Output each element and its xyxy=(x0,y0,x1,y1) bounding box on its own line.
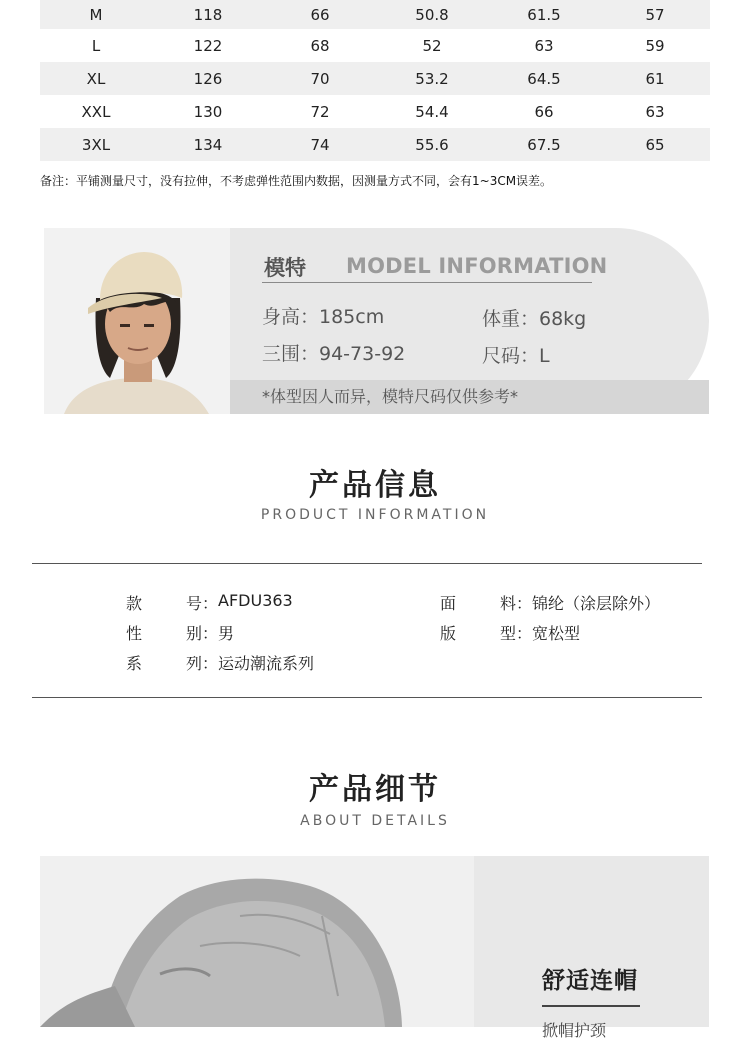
info-material: 面 料 ： 锦纶（涂层除外） xyxy=(440,591,660,614)
size-cell: XL xyxy=(86,69,106,88)
size-cell: 59 xyxy=(645,36,665,55)
size-cell: 66 xyxy=(534,102,554,121)
size-cell: 61.5 xyxy=(527,5,561,24)
table-row xyxy=(40,62,710,95)
table-row xyxy=(40,128,710,161)
product-info-subtitle: PRODUCT INFORMATION xyxy=(260,507,490,523)
size-cell: 70 xyxy=(310,69,330,88)
info-value: 运动潮流系列 xyxy=(218,654,315,673)
info-label: 款 号 xyxy=(126,594,202,613)
size-cell: 3XL xyxy=(81,135,111,154)
size-cell: 122 xyxy=(193,36,223,55)
size-cell: 63 xyxy=(645,102,665,121)
info-value: AFDU363 xyxy=(218,591,293,610)
details-subtitle: ABOUT DETAILS xyxy=(300,813,450,829)
info-label: 版 型 xyxy=(440,624,516,643)
size-cell: 126 xyxy=(193,69,223,88)
detail-feature-divider xyxy=(542,1005,640,1007)
details-title: 产品细节 xyxy=(309,772,441,807)
size-cell: XXL xyxy=(81,102,111,121)
model-title-zh: 模特 xyxy=(264,256,306,280)
divider-bottom xyxy=(32,697,702,698)
detail-feature-panel xyxy=(474,856,709,1040)
product-info-title: 产品信息 xyxy=(309,468,441,503)
size-cell: 66 xyxy=(310,5,330,24)
table-row xyxy=(40,29,710,62)
size-cell: 50.8 xyxy=(415,5,449,24)
detail-feature-title: 舒适连帽 xyxy=(542,968,638,994)
size-cell: 118 xyxy=(193,5,223,24)
info-label: 性 别 xyxy=(126,624,202,643)
table-row xyxy=(40,95,710,128)
size-note: 备注：平铺测量尺寸，没有拉伸，不考虑弹性范围内数据，因测量方式不同，会有1~3CM误差。 xyxy=(40,174,553,188)
size-cell: 67.5 xyxy=(527,135,561,154)
info-value: 男 xyxy=(218,624,235,643)
model-title-en: MODEL INFORMATION xyxy=(346,254,608,278)
model-weight: 体重：68kg xyxy=(482,308,587,330)
size-cell: 53.2 xyxy=(415,69,449,88)
info-gender: 性 别 ： 男 xyxy=(126,621,234,644)
size-cell: 52 xyxy=(422,36,442,55)
model-height: 身高：185cm xyxy=(262,306,385,328)
model-photo xyxy=(44,228,230,414)
model-size: 尺码：L xyxy=(482,345,550,367)
divider-top xyxy=(32,563,702,564)
size-cell: 64.5 xyxy=(527,69,561,88)
model-portrait-image xyxy=(44,228,230,414)
size-cell: 63 xyxy=(534,36,554,55)
size-table xyxy=(40,0,710,161)
model-info-card xyxy=(44,228,709,414)
model-title-divider xyxy=(262,282,592,283)
info-series: 系 列 ： 运动潮流系列 xyxy=(126,651,314,674)
table-row xyxy=(40,0,710,29)
size-cell: L xyxy=(91,36,101,55)
hood-detail-photo xyxy=(40,856,474,1027)
size-cell: 74 xyxy=(310,135,330,154)
model-disclaimer: *体型因人而异，模特尺码仅供参考* xyxy=(262,387,519,406)
size-cell: 54.4 xyxy=(415,102,449,121)
size-cell: 55.6 xyxy=(415,135,449,154)
info-fit: 版 型 ： 宽松型 xyxy=(440,621,580,644)
info-value: 宽松型 xyxy=(532,624,581,643)
info-value: 锦纶（涂层除外） xyxy=(532,594,661,613)
size-cell: 68 xyxy=(310,36,330,55)
detail-feature-subtitle: 掀帽护颈 xyxy=(542,1021,607,1040)
size-cell: 57 xyxy=(645,5,665,24)
info-style-no: 款 号 ： AFDU363 xyxy=(126,591,293,613)
info-label: 系 列 xyxy=(126,654,202,673)
model-measurements: 三围：94-73-92 xyxy=(262,343,406,365)
size-cell: 72 xyxy=(310,102,330,121)
size-cell: 130 xyxy=(193,102,223,121)
size-cell: 65 xyxy=(645,135,665,154)
size-cell: M xyxy=(89,5,103,24)
size-cell: 61 xyxy=(645,69,665,88)
info-label: 面 料 xyxy=(440,594,516,613)
hood-image xyxy=(40,856,474,1027)
size-cell: 134 xyxy=(193,135,223,154)
